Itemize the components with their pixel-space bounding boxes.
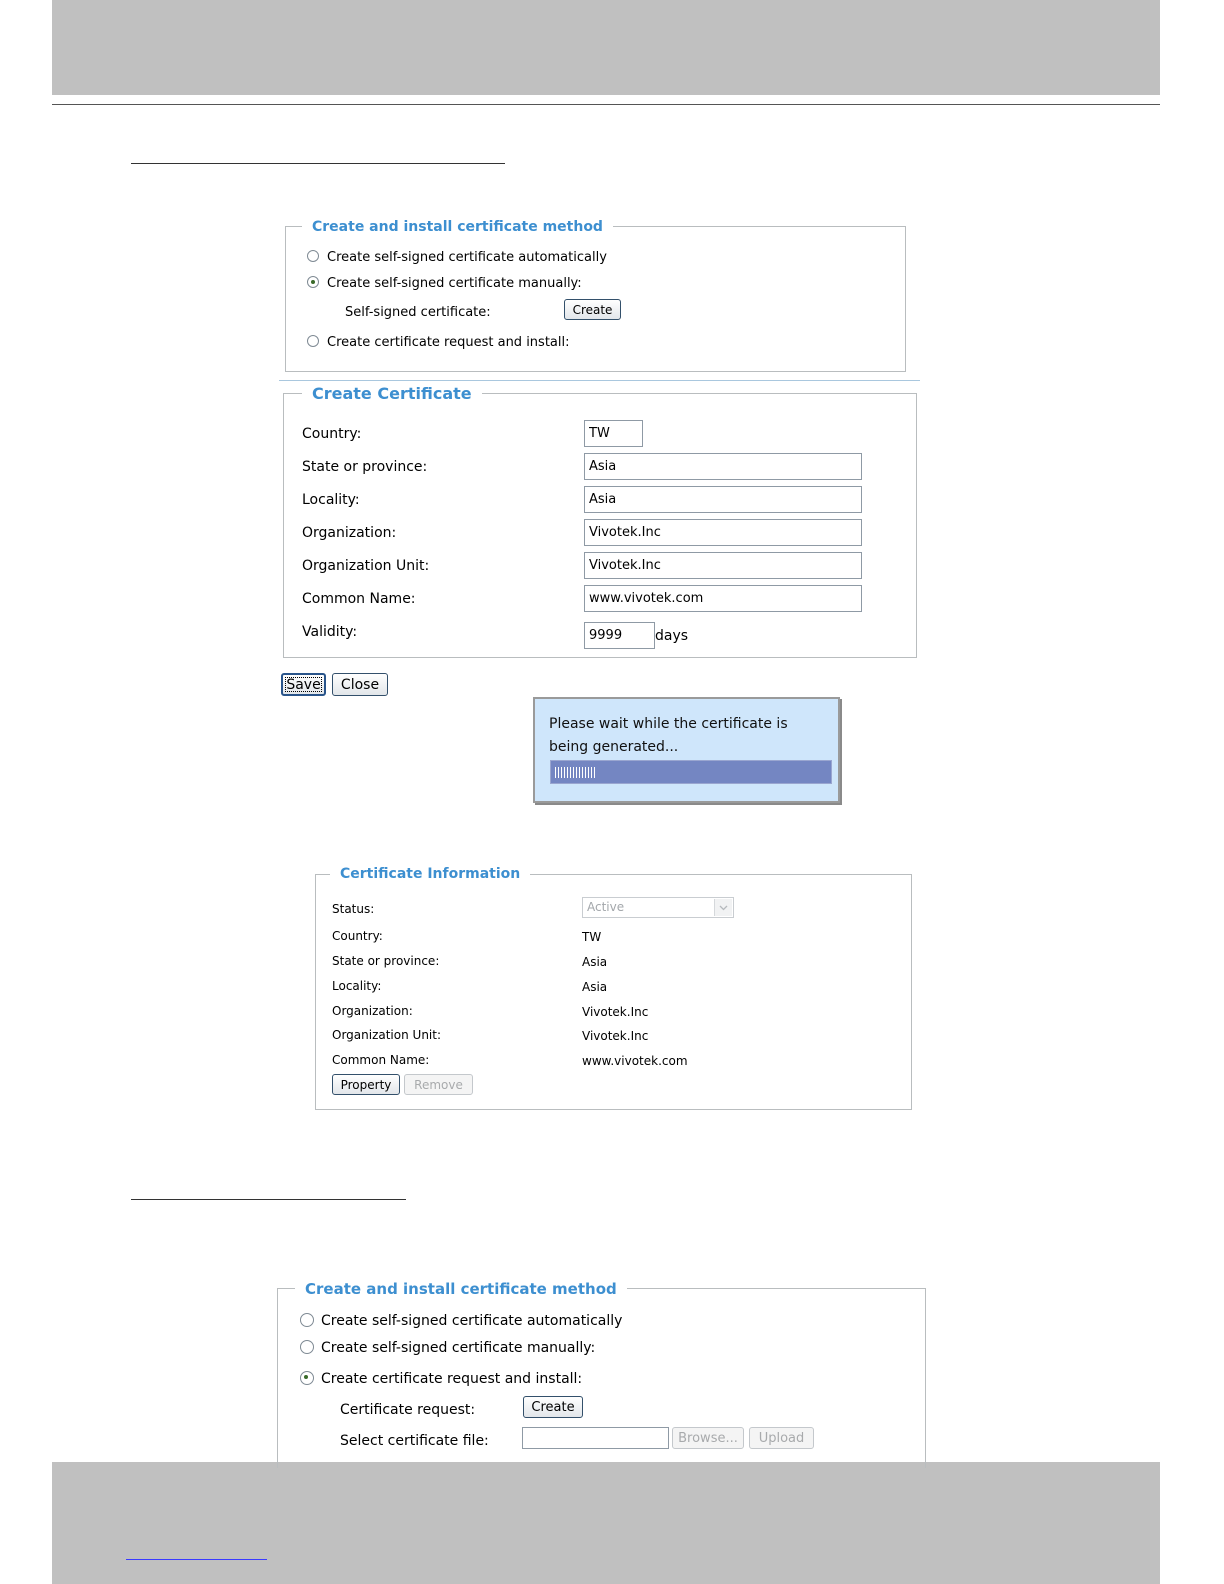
close-button[interactable]: Close bbox=[332, 673, 388, 696]
common-name-input[interactable] bbox=[584, 585, 862, 612]
chevron-down-icon bbox=[714, 899, 732, 916]
info-organization-value: Vivotek.Inc bbox=[582, 1005, 649, 1019]
certificate-file-input[interactable] bbox=[522, 1427, 669, 1449]
organization-input[interactable] bbox=[584, 519, 862, 546]
info-organization-unit-value: Vivotek.Inc bbox=[582, 1029, 649, 1043]
info-country-label: Country: bbox=[332, 929, 383, 943]
locality-label: Locality: bbox=[302, 492, 360, 508]
radio-manual[interactable] bbox=[307, 276, 319, 288]
radio-auto[interactable] bbox=[307, 250, 319, 262]
days-unit: days bbox=[655, 628, 689, 644]
radio-manual-2-label: Create self-signed certificate manually: bbox=[321, 1340, 596, 1356]
create-request-button[interactable]: Create bbox=[523, 1396, 583, 1418]
footer-link[interactable] bbox=[126, 1559, 267, 1560]
info-locality-value: Asia bbox=[582, 980, 608, 994]
info-organization-unit-label: Organization Unit: bbox=[332, 1028, 442, 1042]
property-button[interactable]: Property bbox=[332, 1074, 400, 1095]
select-file-label: Select certificate file: bbox=[340, 1433, 489, 1449]
progress-bar-fill bbox=[555, 767, 596, 778]
upload-button[interactable]: Upload bbox=[749, 1427, 814, 1449]
header-rule bbox=[52, 104, 1160, 105]
organization-unit-input[interactable] bbox=[584, 552, 862, 579]
info-state-label: State or province: bbox=[332, 954, 440, 968]
info-state-value: Asia bbox=[582, 955, 608, 969]
radio-request-2[interactable] bbox=[300, 1371, 314, 1385]
browse-button[interactable]: Browse... bbox=[672, 1427, 744, 1449]
country-label: Country: bbox=[302, 426, 362, 442]
radio-auto-2-label: Create self-signed certificate automatically bbox=[321, 1313, 623, 1329]
section-heading-underline-2 bbox=[131, 1199, 406, 1200]
validity-input[interactable] bbox=[584, 622, 655, 649]
footer-band bbox=[52, 1462, 1160, 1584]
info-common-name-value: www.vivotek.com bbox=[582, 1054, 688, 1068]
certificate-request-label: Certificate request: bbox=[340, 1402, 476, 1418]
progress-dialog bbox=[533, 697, 840, 803]
organization-label: Organization: bbox=[302, 525, 397, 541]
status-select[interactable] bbox=[582, 897, 734, 918]
state-input[interactable] bbox=[584, 453, 862, 480]
status-select-value: Active bbox=[587, 900, 625, 914]
certificate-information-legend: Certificate Information bbox=[330, 866, 530, 882]
validity-label: Validity: bbox=[302, 624, 358, 640]
info-common-name-label: Common Name: bbox=[332, 1053, 430, 1067]
method-panel-legend: Create and install certificate method bbox=[302, 219, 613, 235]
radio-request-2-label: Create certificate request and install: bbox=[321, 1371, 583, 1387]
header-band bbox=[52, 0, 1160, 95]
create-certificate-legend: Create Certificate bbox=[302, 384, 482, 403]
radio-manual-2[interactable] bbox=[300, 1340, 314, 1354]
status-label: Status: bbox=[332, 902, 375, 916]
method-panel-2-legend: Create and install certificate method bbox=[295, 1280, 627, 1298]
locality-input[interactable] bbox=[584, 486, 862, 513]
radio-request-label: Create certificate request and install: bbox=[327, 335, 570, 350]
common-name-label: Common Name: bbox=[302, 591, 416, 607]
remove-button[interactable]: Remove bbox=[404, 1074, 473, 1095]
info-locality-label: Locality: bbox=[332, 979, 382, 993]
country-input[interactable] bbox=[584, 420, 643, 447]
panel-divider bbox=[279, 380, 920, 381]
section-heading-underline bbox=[131, 163, 505, 164]
radio-auto-2[interactable] bbox=[300, 1313, 314, 1327]
radio-auto-label: Create self-signed certificate automatically bbox=[327, 250, 607, 265]
info-country-value: TW bbox=[582, 930, 602, 944]
save-button[interactable]: Save bbox=[281, 673, 326, 696]
organization-unit-label: Organization Unit: bbox=[302, 558, 430, 574]
state-label: State or province: bbox=[302, 459, 428, 475]
create-self-signed-button[interactable]: Create bbox=[564, 299, 621, 320]
progress-bar bbox=[550, 760, 832, 784]
progress-message: Please wait while the certificate is being generated... bbox=[549, 716, 788, 755]
radio-request[interactable] bbox=[307, 335, 319, 347]
info-organization-label: Organization: bbox=[332, 1004, 413, 1018]
radio-manual-label: Create self-signed certificate manually: bbox=[327, 276, 582, 291]
self-signed-label: Self-signed certificate: bbox=[345, 305, 491, 320]
